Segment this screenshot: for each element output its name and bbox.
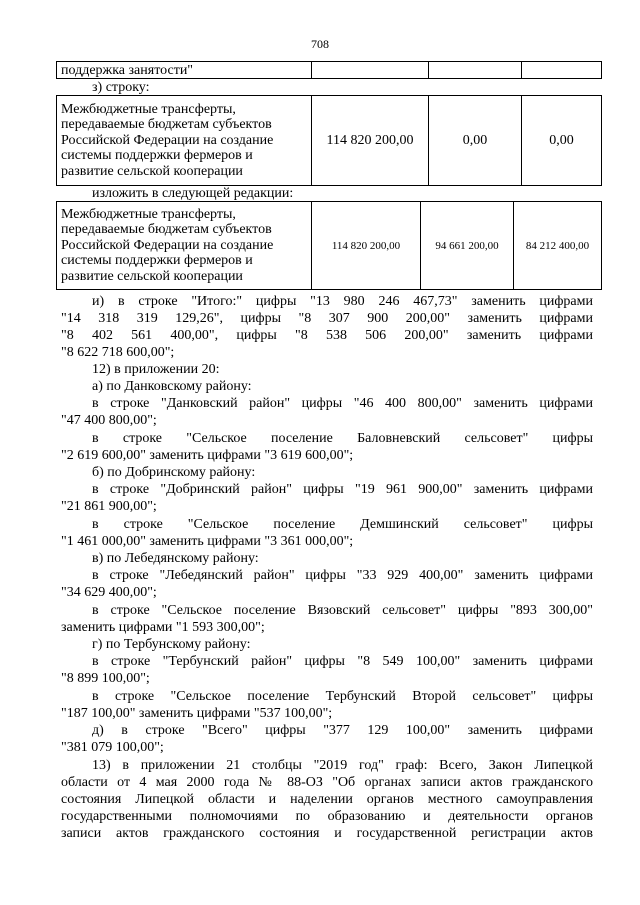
text-line: в строке "Сельское поселение Баловневский сельсовет" цифры	[92, 431, 593, 446]
table-top-row	[56, 61, 602, 79]
table-cell-description: Межбюджетные трансферты, передаваемые бюджетам субъектов Российской Федерации на создание системы поддержки фермеров и развитие сельской кооперации	[57, 96, 312, 186]
text-line: г) по Тербунскому району:	[92, 637, 251, 652]
instruction-line: изложить в следующей редакции:	[92, 186, 294, 201]
text-line: в строке "Сельское поселение Тербунский Второй сельсовет" цифры	[92, 689, 593, 704]
text-line: "187 100,00" заменить цифрами "537 100,00";	[61, 706, 333, 721]
instruction-line: з) строку:	[92, 80, 150, 95]
text-line: а) по Данковскому району:	[92, 379, 252, 394]
text-line: в строке "Лебедянский район" цифры "33 929 400,00" заменить цифрами	[92, 568, 593, 583]
text-line: "1 461 000,00" заменить цифрами "3 361 000,00";	[61, 534, 354, 549]
table-old-row	[56, 95, 602, 186]
table-cell-value: 84 212 400,00	[514, 202, 602, 290]
table-cell-value: 94 661 200,00	[421, 202, 514, 290]
text-line: 13) в приложении 21 столбцы "2019 год" граф: Всего, Закон Липецкой	[92, 758, 593, 773]
table-cell-value: 114 820 200,00	[312, 202, 421, 290]
table-cell-value: 114 820 200,00	[312, 96, 429, 186]
table-cell-empty	[522, 62, 602, 79]
text-line: записи актов гражданского состояния и государственной регистрации актов	[61, 826, 593, 841]
text-line: в строке "Сельское поселение Демшинский сельсовет" цифры	[92, 517, 593, 532]
text-line: "2 619 600,00" заменить цифрами "3 619 600,00";	[61, 448, 354, 463]
text-line: "47 400 800,00";	[61, 413, 157, 428]
table-cell-empty	[429, 62, 522, 79]
text-line: "381 079 100,00";	[61, 740, 164, 755]
text-line: и) в строке "Итого:" цифры "13 980 246 467,73" заменить цифрами	[92, 294, 593, 309]
table-cell-value: 0,00	[429, 96, 522, 186]
text-line: "8 622 718 600,00";	[61, 345, 175, 360]
text-line: состояния Липецкой области и наделении органов местного самоуправления	[61, 792, 593, 807]
text-line: "8 402 561 400,00", цифры "8 538 506 200,00" заменить цифрами	[61, 328, 593, 343]
text-line: в строке "Добринский район" цифры "19 961 900,00" заменить цифрами	[92, 482, 593, 497]
text-line: государственными полномочиями по образованию и деятельности органов	[61, 809, 593, 824]
text-line: "34 629 400,00";	[61, 585, 157, 600]
text-line: заменить цифрами "1 593 300,00";	[61, 620, 265, 635]
text-line: в строке "Тербунский район" цифры "8 549 100,00" заменить цифрами	[92, 654, 593, 669]
text-line: в) по Лебедянскому району:	[92, 551, 259, 566]
text-line: 12) в приложении 20:	[92, 362, 220, 377]
text-line: в строке "Сельское поселение Вязовский сельсовет" цифры "893 300,00"	[92, 603, 593, 618]
table-new-row	[56, 201, 602, 290]
table-cell-description: Межбюджетные трансферты, передаваемые бюджетам субъектов Российской Федерации на создание системы поддержки фермеров и развитие сельской кооперации	[57, 202, 312, 290]
text-line: "21 861 900,00";	[61, 499, 157, 514]
text-line: "14 318 319 129,26", цифры "8 307 900 200,00" заменить цифрами	[61, 311, 593, 326]
text-line: б) по Добринскому району:	[92, 465, 256, 480]
text-line: области от 4 мая 2000 года № 88-ОЗ "Об органах записи актов гражданского	[61, 775, 593, 790]
text-line: д) в строке "Всего" цифры "377 129 100,00" заменить цифрами	[92, 723, 593, 738]
table-cell-empty	[312, 62, 429, 79]
text-line: "8 899 100,00";	[61, 671, 150, 686]
text-line: в строке "Данковский район" цифры "46 400 800,00" заменить цифрами	[92, 396, 593, 411]
table-cell-value: 0,00	[522, 96, 602, 186]
table-cell-label: поддержка занятости"	[57, 62, 312, 79]
page-number: 708	[311, 37, 329, 51]
